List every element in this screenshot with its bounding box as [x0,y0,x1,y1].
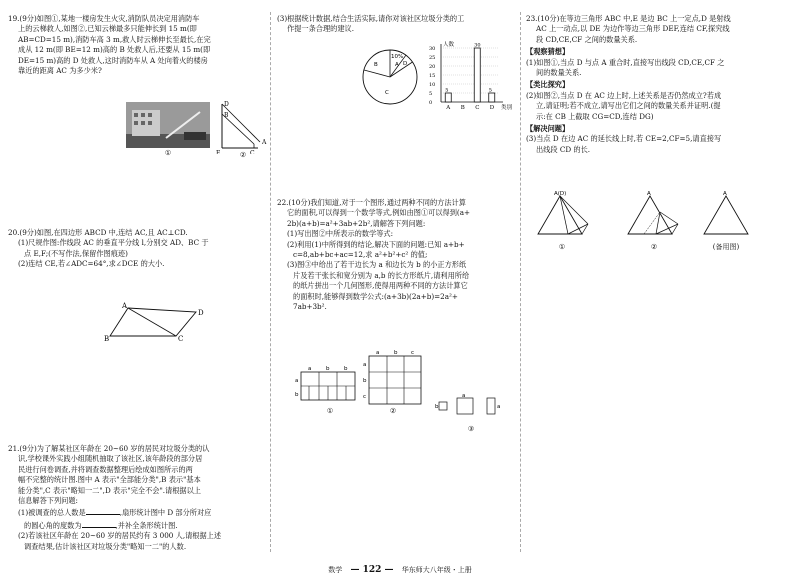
q19-line: 19.(9分)如图①,某地一楼房发生火灾,消防队员决定用消防车 [8,14,200,23]
label-E: E [216,150,221,154]
q23-line: 23.(10分)在等边三角形 ABC 中,E 是边 BC 上一定点,D 是射线 [526,14,731,23]
page-footer [0,565,800,575]
column-left [8,14,267,551]
figure-caption: ① [326,407,334,415]
footer-book: 华东师大八年级・上册 [401,566,472,574]
pie-chart-svg [359,46,421,108]
x-tick-label: A [446,105,451,111]
q23-line: AC 上一动点,以 DE 为边作等边三角形 DEF,连结 CF,探究线 [536,24,730,34]
q19-line: 上的云梯救人,如图②,已知云梯最多只能伸长到 15 m(即 [18,24,197,34]
x-tick-label: D [489,105,495,111]
figure-caption: ② [239,151,247,159]
svg-text:b: b [295,392,299,398]
q21-sub3-cont: 作提一条合理的建议. [287,24,354,34]
svg-text:a: a [295,378,299,384]
q21-line: 民进行问卷调查,并将调查数据整理后绘成如图所示的两 [18,464,193,474]
ladder-diagram [214,100,272,154]
q22-line: (1)写出图②中所表示的数学等式: [287,229,394,239]
column-right [526,14,788,251]
q21-sub2-cont: 调查结果,估计该社区对垃圾分类"略知一二"的人数. [24,541,187,551]
q21-line: 识,学校课外实践小组随机抽取了该社区,该年龄段的部分居 [18,454,203,464]
q21-sub1: (1)被调查的总人数是 ,扇形统计图中 D 部分所对应 [18,508,212,518]
y-tick-label: 30 [429,46,436,52]
svg-text:b: b [363,378,367,384]
data-label: 5 [488,87,492,94]
bar [474,48,480,102]
question-21 [8,444,266,552]
q21-line: 幅不完整的统计图.图中 A 表示"全部能分类",B 表示"基本 [18,475,201,485]
figure-caption: ① [558,243,566,251]
column-middle [277,14,517,433]
page-number: — 122 — [350,565,394,575]
pie-label-B: B [374,62,378,68]
figure-caption: ② [650,243,658,251]
q22-line: 7ab+3b². [293,302,327,312]
column-divider [270,12,271,552]
svg-text:a: a [308,366,312,372]
section-observe: 【观察猜想】 [526,47,570,57]
pie-annotation: 10% [391,54,404,60]
svg-text:A: A [723,191,727,197]
question-23 [526,14,788,155]
q20-line: (1)尺规作图:作线段 AC 的垂直平分线 l,分别交 AD、BC 于 [18,238,209,248]
triangle-diagram-spare [698,190,754,242]
q21-line: 信息解答下列问题: [18,496,78,506]
x-tick-label: B [460,105,465,111]
q22-figure-2 [361,348,425,416]
triangle-diagram-2 [622,190,686,242]
question-22 [277,198,517,312]
figure-caption: ① [164,149,172,157]
q20-line: 点 E,F;(不写作法,保留作图痕迹) [24,248,128,258]
pie-label-C: C [385,90,389,96]
q22-line: 的纸片拼出一个几何图形,使得用两种不同的方法计算它 [293,281,468,291]
svg-text:a: a [376,350,380,356]
y-tick-label: 15 [429,73,436,79]
q20-figure [104,302,214,342]
q21-line: 能分类",C 表示"略知一二",D 表示"完全不会".请根据以上 [18,485,201,495]
figure-caption: (备用图) [712,243,740,251]
q19-line: DE=15 m)高的 D 处救人,这时消防车从 A 处向着火的楼房 [18,55,208,65]
figure-caption: ② [389,407,397,415]
quadrilateral-diagram [104,302,214,342]
pie-chart [359,46,421,108]
q21-sub2: (2)若该社区年龄在 20~60 岁的居民约有 3 000 人,请根据上述 [18,531,222,541]
q23-line: 立,请证明;若不成立,请写出它们之间的数量关系并证明.(提 [536,101,721,111]
area-model-1 [295,358,365,408]
footer-subject: 数学 [328,566,343,574]
question-20 [8,228,266,270]
pie-label-D: D [403,61,408,67]
q23-line: (1)如图①,当点 D 与点 A 重合时,直接写出线段 CD,CE,CF 之 [526,57,725,67]
q23-line: (2)如图②,当点 D 在 AC 边上时,上述关系是否仍然成立?若成 [526,90,722,100]
q22-line: 22.(10分)我们知道,对于一个图形,通过两种不同的方法计算 [277,198,466,207]
q22-figure-3 [435,392,507,434]
fire-photo [126,102,210,148]
svg-text:A(D): A(D) [554,191,567,197]
q23-figure-3 [698,190,754,252]
q22-line: (3)图③中给出了若干边长为 a 和边长为 b 的小正方形纸 [287,260,467,270]
q19-line: 成从 12 m(即 BE=12 m)高的 B 处救人后,还要从 15 m(即 [18,45,211,55]
label-A: A [262,139,267,146]
figure-caption: ③ [467,425,475,433]
q23-line: (3)当点 D 在边 AC 的延长线上时,若 CE=2,CF=5,请直接写 [526,134,722,144]
q20-line: (2)连结 CE,若∠ADC=64°,求∠DCE 的大小. [18,259,165,269]
label-D: D [224,101,229,108]
answer-blank [82,519,116,528]
q20-line: 20.(9分)如图,在四边形 ABCD 中,连结 AC,且 AC⊥CD. [8,228,188,237]
svg-text:b: b [394,350,398,356]
q22-figure-1 [295,358,365,416]
q23-figure-1 [530,190,594,252]
y-tick-label: 20 [429,64,436,70]
tile-pieces [435,392,507,424]
q23-line: 间的数量关系. [536,68,582,78]
q19-figure-1 [126,102,210,158]
section-analogy: 【类比探究】 [526,80,570,90]
y-tick-label: 25 [429,55,436,61]
q19-line: 靠近的距离 AC 为多少米? [18,66,102,76]
label-C: C [178,335,184,342]
pie-label-A: A [395,62,399,68]
q22-line: 片及若干张长和宽分别为 a,b 的长方形纸片,请利用所给 [293,270,470,280]
q22-line: 2b)(a+b)=a²+3ab+2b²,请解答下列问题: [287,218,426,228]
bar [445,93,451,102]
q23-line: 段 CD,CE,CF 之间的数量关系. [536,34,638,44]
svg-text:a: a [497,404,501,410]
q19-line: AB=CD=15 m),消防车高 3 m,救人时云梯伸长至最长,在完 [18,34,211,44]
y-tick-label: 5 [429,91,433,97]
svg-text:c: c [411,350,415,356]
answer-blank [86,506,120,515]
svg-text:b: b [344,366,348,372]
question-19 [8,14,266,76]
label-C: C [250,150,255,154]
q23-figure-2 [622,190,686,252]
label-A: A [122,302,128,310]
label-B: B [224,112,229,119]
svg-text:c: c [363,394,367,400]
svg-text:a: a [462,393,466,399]
data-label: 5 [445,87,449,94]
area-model-2 [361,348,425,408]
q22-line: 它的面积,可以得到一个数学等式,例如由图①可以得到(a+ [287,208,470,218]
q23-line: 示:在 CB 上截取 CG=CD,连结 DG) [536,111,654,121]
y-tick-label: 10 [429,82,436,88]
bar-chart-svg [427,38,517,116]
data-label: 30 [474,42,481,49]
q21-sub1-cont: 的圆心角的度数为 ,并补全条形统计图. [24,520,178,530]
label-D: D [198,309,204,317]
q22-line: 的面积时,能够得到数学公式:(a+3b)(2a+b)=2a²+ [293,291,458,301]
svg-text:b: b [326,366,330,372]
svg-text:b: b [435,404,439,410]
q21-sub3: (3)根据统计数据,结合生活实际,请你对该社区垃圾分类的工 [277,14,465,23]
y-tick-label: 0 [429,100,433,106]
q19-figure-2 [214,100,272,160]
bar-chart [427,38,517,116]
triangle-diagram-1 [530,190,594,242]
q21-line: 21.(9分)为了解某社区年龄在 20~60 岁的居民对垃圾分类的认 [8,444,210,453]
q22-line: (2)利用(1)中所得到的结论,解决下面的问题:已知 a+b+ [287,239,465,249]
label-B: B [104,335,110,342]
section-solve: 【解决问题】 [526,124,570,134]
svg-text:A: A [647,191,651,197]
q22-line: c=8,ab+bc+ac=12,求 a²+b²+c² 的值; [293,250,428,260]
svg-text:a: a [363,362,367,368]
column-divider [520,12,521,552]
x-axis-label: 类别 [501,105,513,111]
q23-line: 出线段 CD 的长. [536,144,591,154]
bar [489,93,495,102]
x-tick-label: C [475,105,480,111]
y-axis-label: 人数 [443,42,455,48]
